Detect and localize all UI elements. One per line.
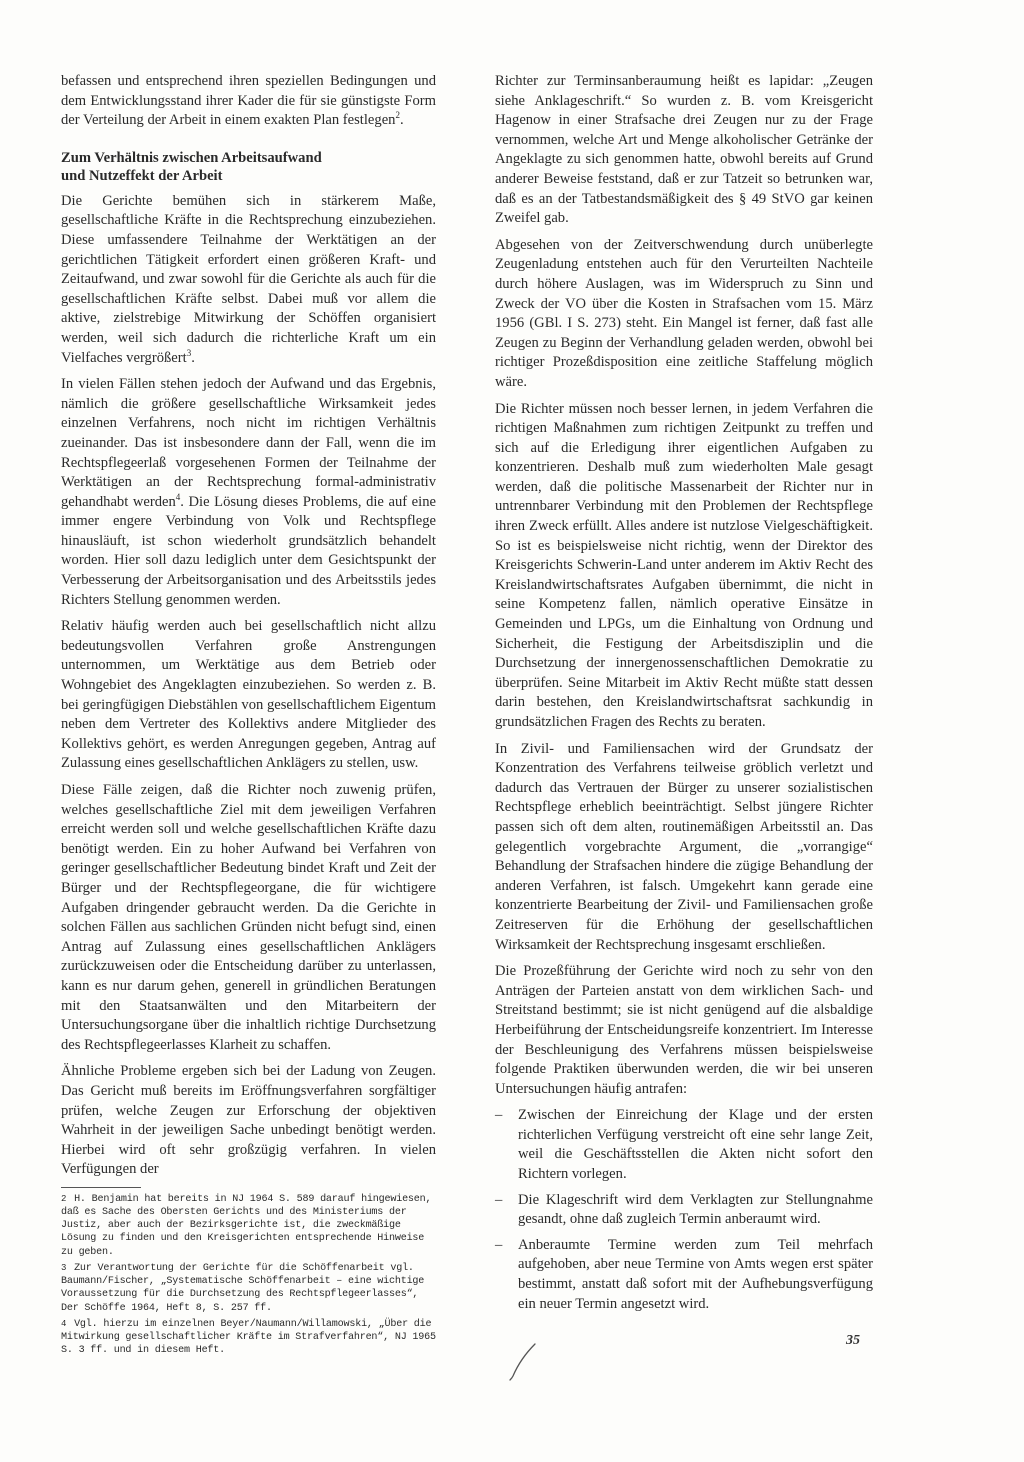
footnote-number: 4 <box>61 1318 67 1329</box>
paragraph: Diese Fälle zeigen, daß die Richter noch zuwenig prüfen, welches gesellschaftliche Ziel mit dem jeweiligen Verfahren erreicht werden soll und welche gesellschaftlichen Kräfte dazu benötigt werden. Ein zu hoher Aufwand bei Verfahren von geringer gesellschaftlicher Bedeutung bindet Kraft und Zeit der Bürger und der Rechtspflegeorgane, die für wichtigere Aufgaben dringender gebraucht werden. Da die Gerichte in solchen Fällen aus sachlichen Gründen nicht befugt sind, einen Antrag auf Zulassung eines gesellschaftlichen Anklägers zurückzuweisen oder die Entscheidung darüber zu unterlassen, kann es nur darum gehen, generell in gründlichen Beratungen mit den Staatsanwälten und den Mitarbeitern der Untersuchungsorgane über die inhaltlich richtige Durchsetzung des Rechtspflegeerlasses Klarheit zu schaffen. <box>61 782 436 1053</box>
punctuation: . <box>399 112 404 129</box>
dash-bullet: – <box>495 1191 503 1208</box>
list-item <box>495 1191 873 1230</box>
page-number: 35 <box>846 1333 860 1348</box>
paragraph: Ähnliche Probleme ergeben sich bei der Ladung von Zeugen. Das Gericht muß bereits im Eröffnungsverfahren sorgfältiger prüfen, welche Zeugen zur Erforschung der objektiven Wahrheit in der jeweiligen Sache unbedingt benötigt werden. Hierbei wird oft sehr großzügig verfahren. In vielen Verfügungen der <box>61 1063 436 1178</box>
paragraph: Relativ häufig werden auch bei gesellschaftlich nicht allzu bedeutungsvollen Verfahren große Anstrengungen unternommen, um Werktätige aus dem Betrieb oder Wohngebiet des Angeklagten einzubeziehen. So werden z. B. bei geringfügigen Diebstählen von gesellschaftlichem Eigentum neben dem Vertreter des Kollektivs andere Mitglieder des Kollektivs gehört, es werden Anregungen gegeben, Antrag auf Zulassung eines gesellschaftlichen Anklägers zu stellen, usw. <box>61 618 436 772</box>
list-item <box>495 1106 873 1184</box>
footnote-number: 2 <box>61 1193 67 1204</box>
footnote-ref: 4 <box>175 491 181 502</box>
footnote-text: Vgl. hierzu im einzelnen Beyer/Naumann/Willamowski, „Über die Mitwirkung gesellschaftlicher Kräfte im Strafverfahren“, NJ 1965 S. 3 ff. und in diesem Heft. <box>61 1318 436 1357</box>
footnote-ref: 2 <box>395 110 400 121</box>
dash-list <box>495 1106 873 1314</box>
footnote-3 <box>61 1262 436 1315</box>
punctuation: . <box>191 349 195 366</box>
paragraph-text: Die Gerichte bemühen sich in stärkerem Maße, gesellschaftliche Kräfte in die Rechtsprechung einzubeziehen. Diese umfassendere Teilnahme der Werktätigen an der gerichtlichen Tätigkeit erfordert einen größeren Kraft- und Zeitaufwand, und zwar sowohl für die Gerichte als auch für die gesellschaftlichen Kräfte selbst. Dabei muß vor allem die aktive, zielstrebige Mitwirkung der Schöffen organisiert werden, weil sich dadurch die richterliche Kraft um ein Vielfaches vergrößert <box>61 192 436 366</box>
dash-bullet: – <box>495 1107 503 1124</box>
footnote-text: Zur Verantwortung der Gerichte für die Schöffenarbeit vgl. Baumann/Fischer, „Systematische Schöffenarbeit – eine wichtige Voraussetzung für die Durchsetzung des Rechtspflegeerlasses“, Der Schöffe 1964, Heft 8, S. 257 ff. <box>61 1262 425 1314</box>
paragraph <box>61 375 436 610</box>
heading-line-2: und Nutzeffekt der Arbeit <box>61 168 223 185</box>
paragraph: Richter zur Terminsanberaumung heißt es lapidar: „Zeugen siehe Anklageschrift.“ So wurden z. B. vom Kreisgericht Hagenow in einer Strafsache drei Zeugen nur zu der Frage vernommen, welche Art und Menge alkoholischer Getränke der Angeklagte zu sich genommen hatte, obwohl bereits auf Grund anderer Beweise feststand, daß er zur Tatzeit so betrunken war, daß es an der Tatbestandsmäßigkeit des § 49 StVO gar keinen Zweifel gab. <box>495 73 873 227</box>
footnote-divider <box>61 1187 141 1188</box>
list-item-text: Anberaumte Termine werden zum Teil mehrfach aufgehoben, aber neue Termine von Amts wegen erst später bestimmt, anstatt daß sofort mit der Aufhebungsverfügung ein neuer Termin angesetzt wird. <box>518 1236 873 1312</box>
paragraph-text: befassen und entsprechend ihren speziellen Bedingungen und dem Entwicklungsstand ihrer Kader die für sie günstigste Form der Verteilung der Arbeit in einem exakten Plan festlegen <box>61 73 436 129</box>
list-item <box>495 1236 873 1314</box>
paragraph <box>61 192 436 368</box>
heading-line-1: Zum Verhältnis zwischen Arbeitsaufwand <box>61 149 322 166</box>
paragraph-text: . Die Lösung dieses Problems, die auf eine immer engere Verbindung von Volk und Rechtspflege hinausläuft, ist schon wiederholt grundsätzlich behandelt worden. Hier soll dazu lediglich unter dem Gesichtspunkt der Verbesserung der Arbeitsorganisation und des Arbeitsstils jedes Richters Stellung genommen werden. <box>61 493 436 608</box>
paragraph-text: In vielen Fällen stehen jedoch der Aufwand und das Ergebnis, nämlich die größere gesellschaftliche Wirksamkeit jedes einzelnen Verfahrens, noch nicht im richtigen Verhältnis zueinander. Das ist insbesondere dann der Fall, wenn die im Rechtspflegeerlaß vorgesehenen Formen der Teilnahme der Werktätigen an der Rechtsprechung formal-administrativ gehandhabt werden <box>61 376 436 510</box>
paragraph: Abgesehen von der Zeitverschwendung durch unüberlegte Zeugenladung entstehen auch für den Verurteilten Nachteile durch höhere Auslagen, was im Widerspruch zu Sinn und Zweck der VO über die Kosten in Strafsachen vom 15. März 1956 (GBl. I S. 273) steht. Ein Mangel ist ferner, daß fast alle Zeugen zu Beginn der Verhandlung geladen werden, obwohl bei richtiger Prozeßdisposition eine zeitliche Staffelung möglich wäre. <box>495 236 873 390</box>
footnote-number: 3 <box>61 1262 67 1273</box>
paragraph <box>61 72 436 131</box>
paragraph: Die Prozeßführung der Gerichte wird noch zu sehr von den Anträgen der Parteien anstatt von dem wirklichen Sach- und Streitstand bestimmt; sie ist nicht genügend auf die alsbaldige Herbeiführung der Entscheidungsreife konzentriert. Im Interesse der Beschleunigung des Verfahrens müssen beispielsweise folgende Praktiken überwunden werden, die wir bei unseren Untersuchungen häufig antrafen: <box>495 963 873 1097</box>
footnote-ref: 3 <box>186 347 192 358</box>
footnote-text: H. Benjamin hat bereits in NJ 1964 S. 589 darauf hingewiesen, daß es Sache des Obersten Gerichts und des Ministeriums der Justiz, aber auch der Bezirksgerichte ist, die zweckmäßige Lösung zu finden und den Kreisgerichten entsprechende Hinweise zu geben. <box>61 1193 432 1258</box>
section-heading <box>61 149 436 186</box>
footnote-4 <box>61 1318 436 1358</box>
paragraph: Die Richter müssen noch besser lernen, in jedem Verfahren die richtigen Maßnahmen zum richtigen Zeitpunkt zu treffen und sich auf die Erledigung ihrer eigentlichen Aufgaben zu konzentrieren. Deshalb muß zum wiederholten Male gesagt werden, daß die politische Massenarbeit der Richter nur in untrennbarer Verbindung mit den Problemen der Rechtspflege ihren Zweck erfüllt. Alles andere ist nutzlose Vielgeschäftigkeit. So ist es beispielsweise nicht richtig, wenn der Direktor des Kreisgerichts Schwerin-Land unter anderem im Aktiv Recht des Kreislandwirtschaftsrates Aufgaben übernimmt, die nicht in seine Kompetenz fallen, nämlich operative Einsätze in Gemeinden und LPGs, um die Einhaltung von Ordnung und Sicherheit, die Festigung der Arbeitsdisziplin und die Durchsetzung der innergenossenschaftlichen Demokratie zu überprüfen. Seine Mitarbeit im Aktiv Recht müßte statt dessen darin bestehen, den Kreislandwirtschaftsrat sachkundig in grundsätzlichen Fragen des Rechts zu beraten. <box>495 400 873 730</box>
paragraph: In Zivil- und Familiensachen wird der Grundsatz der Konzentration des Verfahrens teilweise gröblich verletzt und dadurch das Vertrauen der Bürger zu unserer sozialistischen Rechtspflege erheblich beeinträchtigt. Selbst jüngere Richter passen sich oft dem alten, routinemäßigen Arbeitsstil an. Das gelegentlich vorgebrachte Argument, die „vorrangige“ Behandlung der Strafsachen hindere die zügige Behandlung der anderen Verfahren, ist falsch. Umgekehrt kann gerade eine konzentrierte Bearbeitung der Zivil- und Familiensachen große Zeitreserven für die Erhöhung der gesellschaftlichen Wirksamkeit der Rechtsprechung insgesamt erschließen. <box>495 740 873 953</box>
list-item-text: Zwischen der Einreichung der Klage und der ersten richterlichen Verfügung verstreicht oft eine sehr lange Zeit, weil die Geschäftsstellen die Akten nicht sofort den Richtern vorlegen. <box>518 1107 873 1183</box>
footnote-2 <box>61 1193 436 1259</box>
dash-bullet: – <box>495 1236 503 1253</box>
pen-stroke-mark <box>505 1342 545 1382</box>
left-column <box>61 72 436 1360</box>
list-item-text: Die Klageschrift wird dem Verklagten zur Stellungnahme gesandt, ohne daß zugleich Termin anberaumt wird. <box>518 1191 873 1228</box>
right-column <box>495 72 873 1320</box>
